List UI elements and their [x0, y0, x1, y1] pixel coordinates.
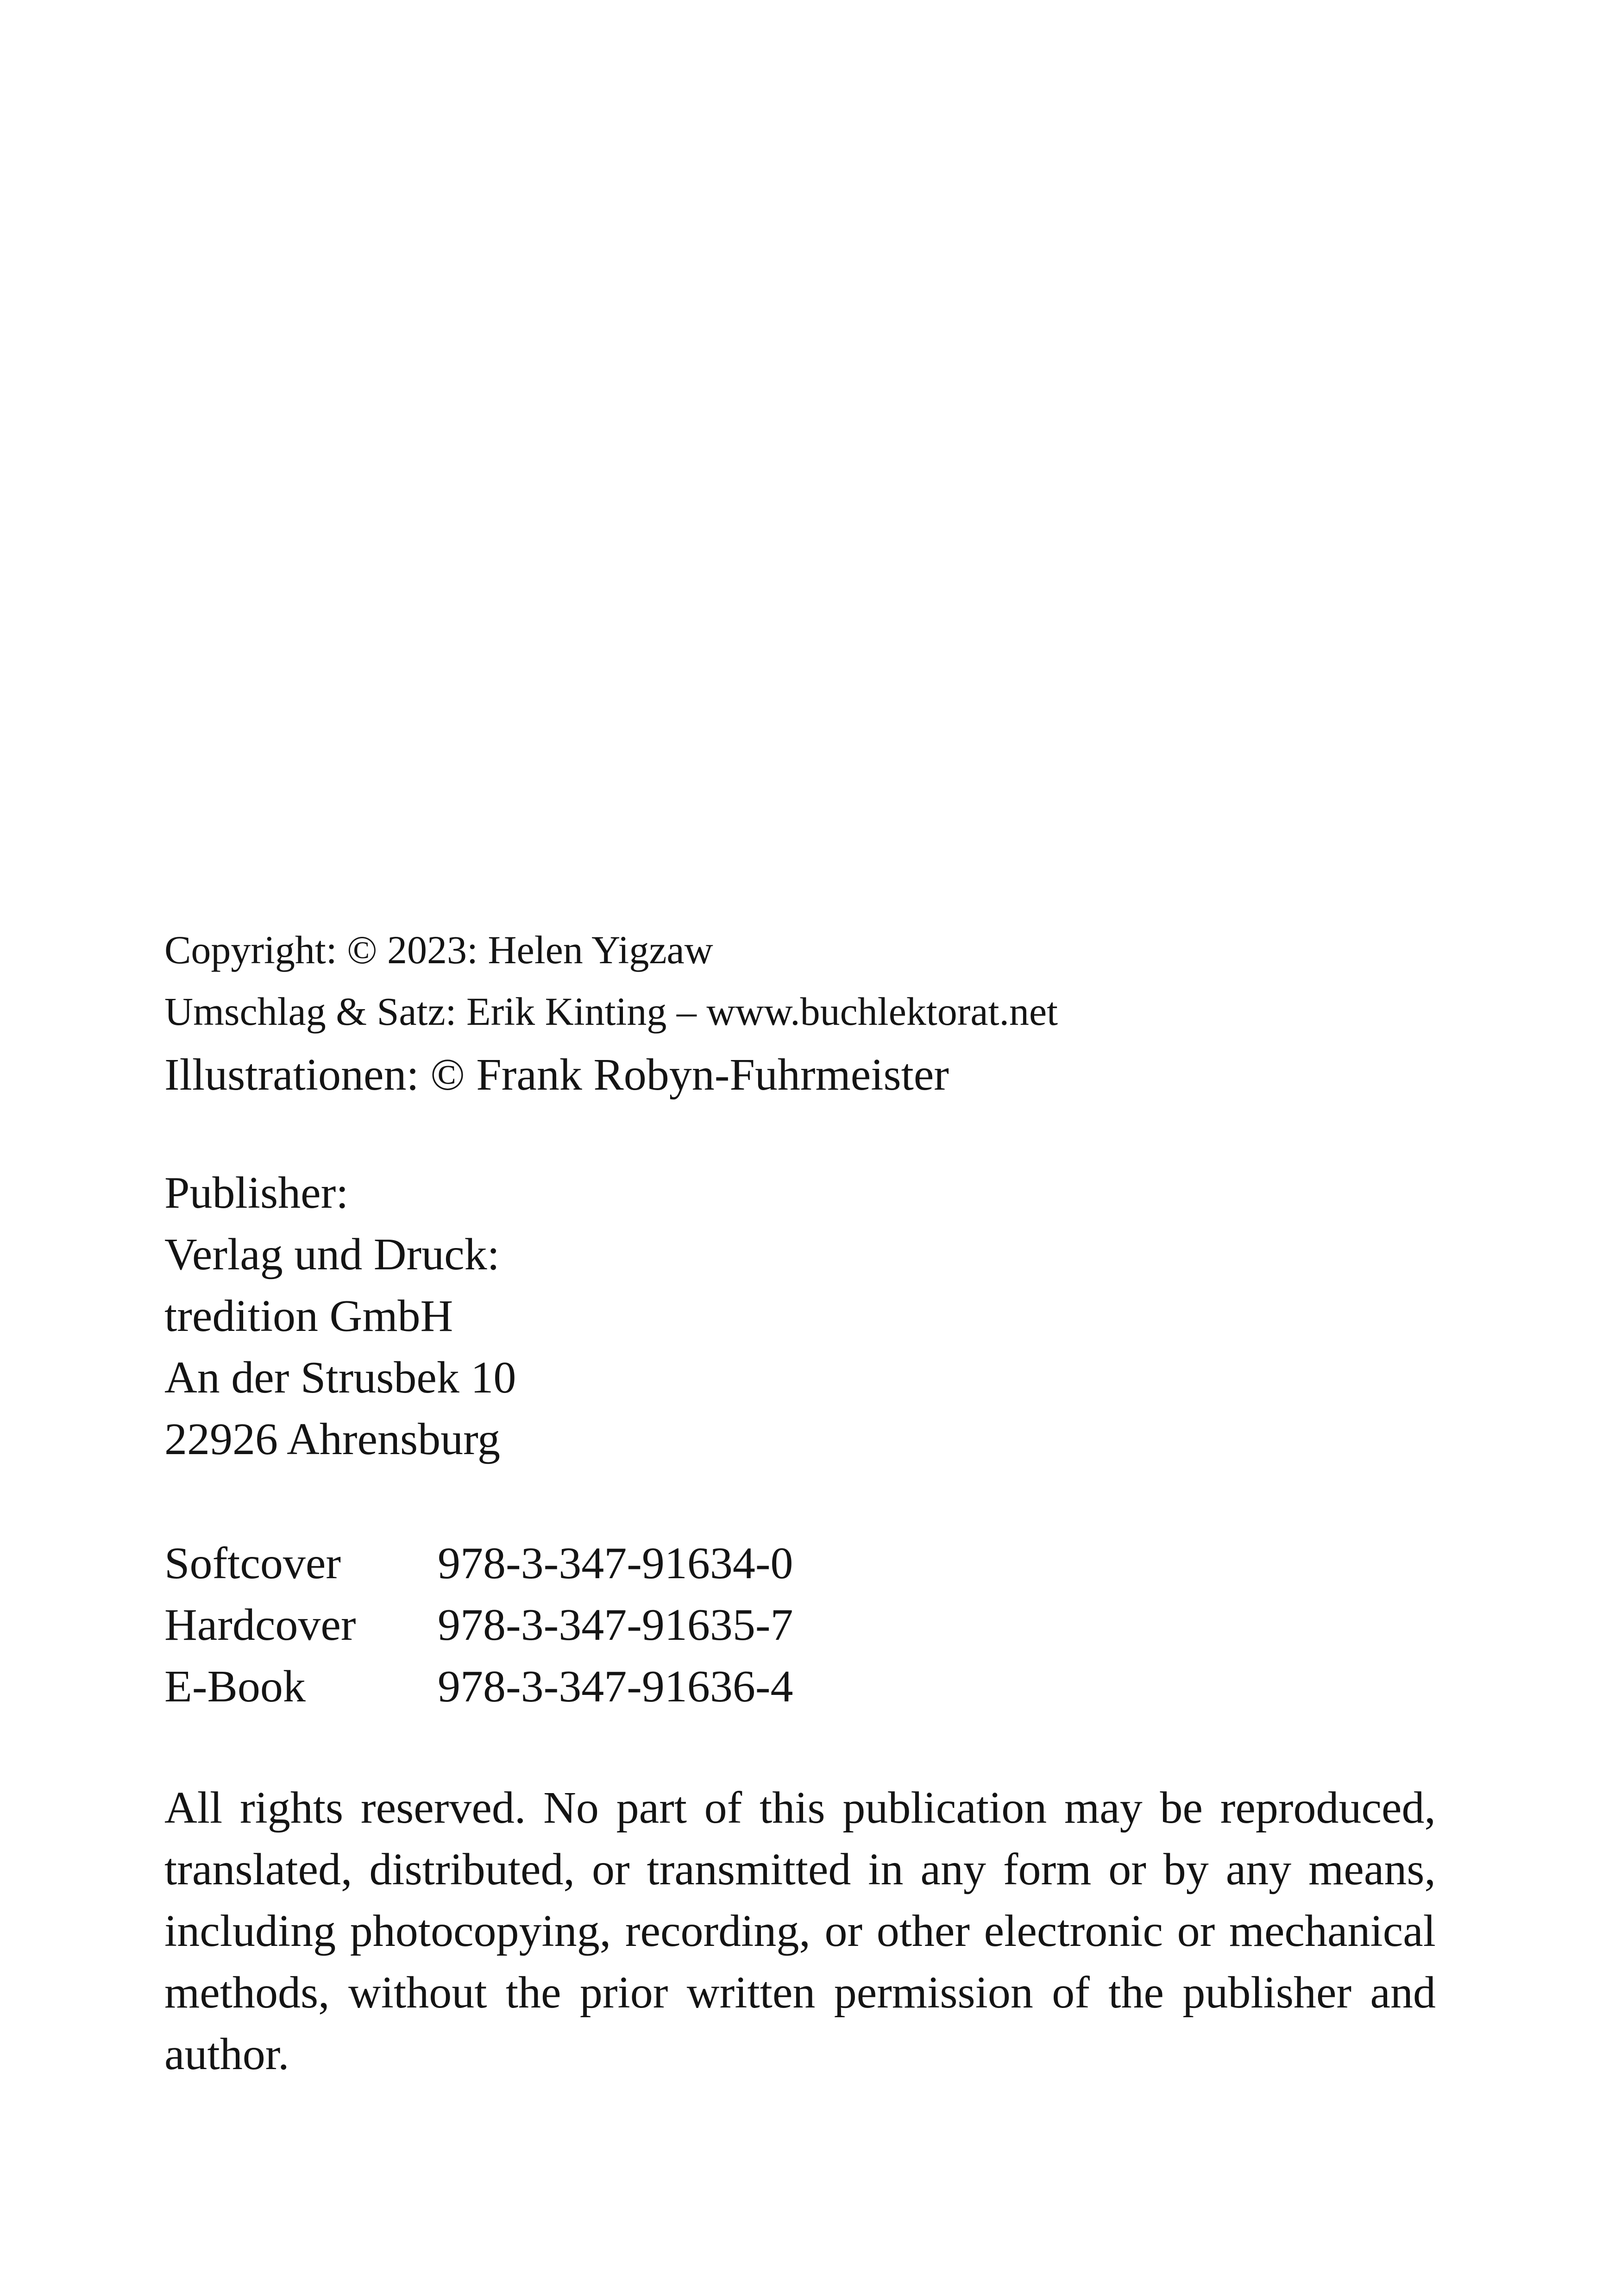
isbn-row-hardcover	[164, 1594, 1461, 1656]
isbn-table	[164, 1533, 1461, 1718]
publisher-heading: Publisher:	[164, 1168, 349, 1218]
isbn-number: 978-3-347-91634-0	[438, 1538, 793, 1588]
publisher-city: 22926 Ahrensburg	[164, 1414, 500, 1464]
isbn-format: Softcover	[164, 1538, 341, 1588]
cover-typesetting-line: Umschlag & Satz: Erik Kinting – www.buchlektorat.net	[164, 989, 1058, 1034]
credits-block	[164, 919, 1461, 1107]
isbn-format: Hardcover	[164, 1600, 356, 1650]
publisher-name: tredition GmbH	[164, 1291, 453, 1341]
publisher-street: An der Strusbek 10	[164, 1353, 516, 1403]
isbn-format: E-Book	[164, 1662, 306, 1712]
isbn-row-ebook	[164, 1656, 1461, 1718]
illustrations-line: Illustrationen: © Frank Robyn-Fuhrmeister	[164, 1050, 949, 1100]
publisher-line: Verlag und Druck:	[164, 1230, 500, 1280]
isbn-number: 978-3-347-91635-7	[438, 1600, 793, 1650]
rights-notice: All rights reserved. No part of this publication may be reproduced, translated, distributed, or transmitted in any form or by any means, including photocopying, recording, or other electronic or mechanical methods, without the prior written permission of the publisher and author.	[164, 1783, 1436, 2079]
isbn-number: 978-3-347-91636-4	[438, 1662, 793, 1712]
copyright-line: Copyright: © 2023: Helen Yigzaw	[164, 928, 713, 972]
publisher-block	[164, 1162, 1461, 1470]
isbn-row-softcover	[164, 1533, 1461, 1594]
